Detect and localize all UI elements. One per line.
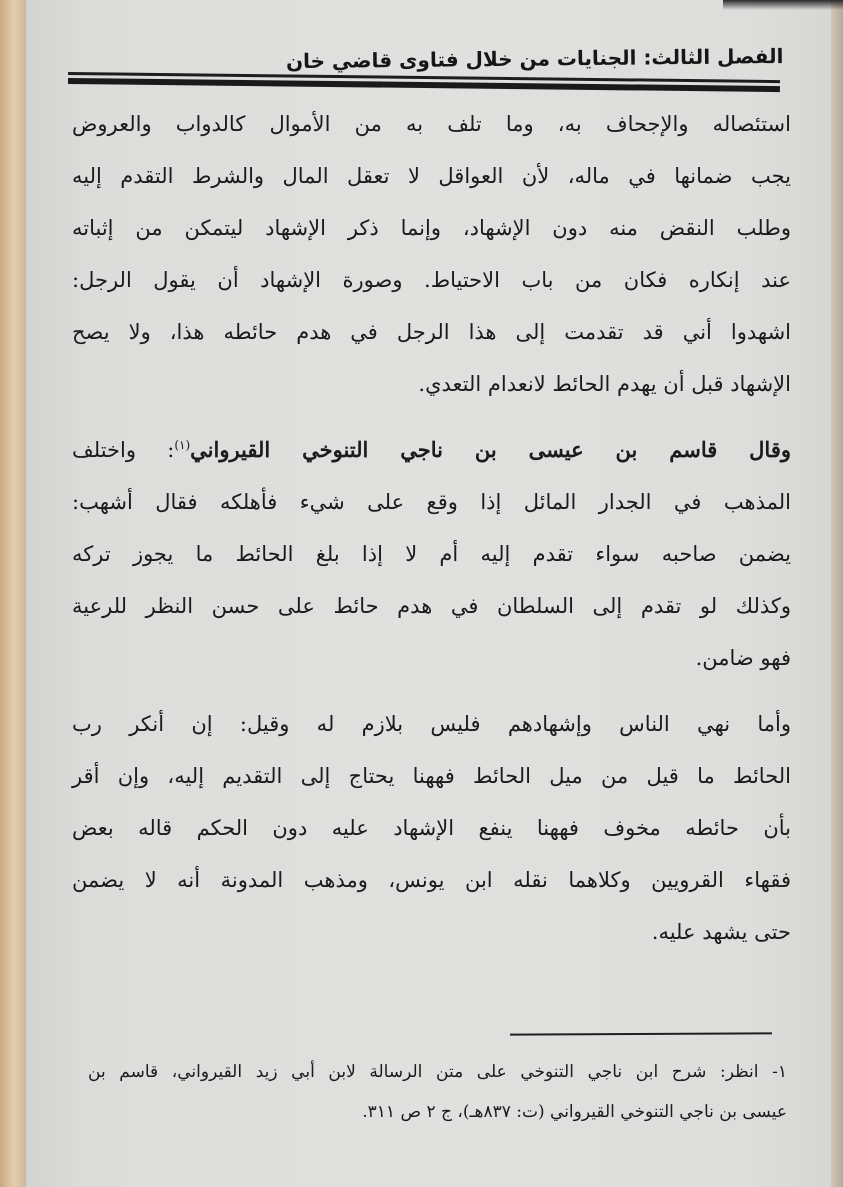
text-line: بأن حائطه مخوف فههنا ينفع الإشهاد عليه دون الحكم قاله بعض bbox=[72, 816, 791, 840]
quoted-author-name: وقال قاسم بن عيسى بن ناجي التنوخي القيرواني bbox=[190, 437, 791, 462]
top-shadow bbox=[723, 0, 843, 10]
text-line: استئصاله والإجحاف به، وما تلف به من الأموال كالدواب والعروض bbox=[72, 112, 791, 136]
body-text bbox=[72, 98, 791, 958]
text-line: وكذلك لو تقدم إلى السلطان في هدم حائط على حسن النظر للرعية bbox=[72, 594, 791, 618]
text-line: الإشهاد قبل أن يهدم الحائط لانعدام التعدي. bbox=[418, 372, 791, 396]
text-line: فقهاء القرويين وكلاهما نقله ابن يونس، ومذهب المدونة أنه لا يضمن bbox=[72, 868, 791, 892]
header-double-rule bbox=[68, 72, 780, 94]
text-line: حتى يشهد عليه. bbox=[651, 920, 791, 944]
text-line: عند إنكاره فكان من باب الاحتياط. وصورة الإشهاد أن يقول الرجل: bbox=[72, 268, 791, 292]
running-head: الفصل الثالث: الجنايات من خلال فتاوى قاضي خان bbox=[285, 44, 784, 74]
footnote-separator bbox=[510, 1032, 772, 1035]
text-line-lead bbox=[72, 424, 791, 476]
footnote-line: ١- انظر: شرح ابن ناجي التنوخي على متن الرسالة لابن أبي زيد القيرواني، قاسم بن bbox=[88, 1062, 787, 1082]
text-line: وأما نهي الناس وإشهادهم فليس بلازم له وقيل: إن أنكر رب bbox=[72, 712, 792, 736]
book-page bbox=[26, 0, 831, 1187]
book-edge-right bbox=[831, 0, 843, 1187]
paragraph-3 bbox=[72, 698, 791, 958]
book-edge-left bbox=[0, 0, 26, 1187]
text-line: يضمن صاحبه سواء تقدم إليه أم لا إذا بلغ الحائط ما يجوز تركه bbox=[72, 542, 791, 566]
footnotes bbox=[88, 1052, 787, 1132]
lead-rest: : واختلف bbox=[72, 438, 175, 462]
text-line: يجب ضمانها في ماله، لأن العواقل لا تعقل المال والشرط التقدم إليه bbox=[72, 164, 791, 188]
footnote-line: عيسى بن ناجي التنوخي القيرواني (ت: ٨٣٧هـ)، ج ٢ ص ٣١١. bbox=[362, 1102, 787, 1122]
paragraph-1 bbox=[72, 98, 791, 410]
text-line: فهو ضامن. bbox=[695, 646, 791, 670]
text-line: الحائط ما قيل من ميل الحائط فههنا يحتاج إلى التقديم إليه، وإن أقر bbox=[72, 764, 791, 788]
text-line: اشهدوا أني قد تقدمت إلى هذا الرجل في هدم حائطه هذا، ولا يصح bbox=[72, 320, 791, 344]
text-line: وطلب النقض منه دون الإشهاد، وإنما ذكر الإشهاد ليتمكن من إثباته bbox=[72, 216, 791, 240]
footnote-reference: (١) bbox=[174, 438, 191, 452]
paragraph-2 bbox=[72, 424, 791, 684]
text-line: المذهب في الجدار المائل إذا وقع على شيء فأهلكه فقال أشهب: bbox=[72, 490, 791, 514]
